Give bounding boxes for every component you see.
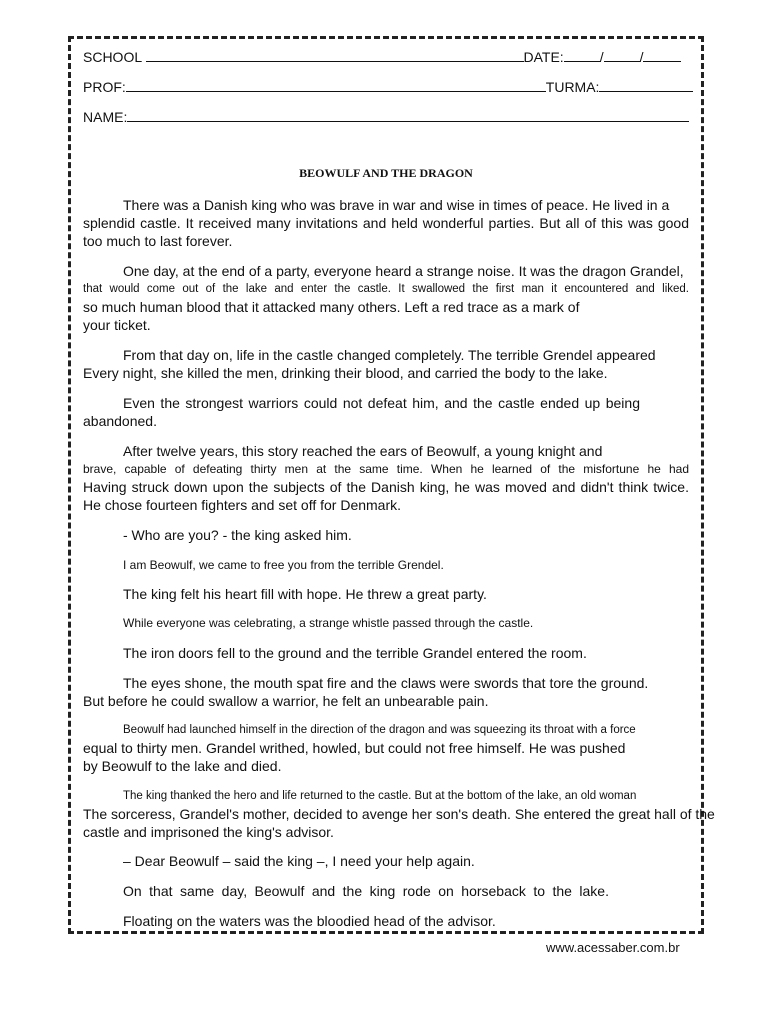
text-line: Every night, she killed the men, drinking their blood, and carried the body to the lake. <box>83 365 608 381</box>
text-line: Having struck down upon the subjects of the Danish king, he was moved and didn't think twice. <box>83 479 689 495</box>
text-line: While everyone was celebrating, a strange whistle passed through the castle. <box>123 616 534 630</box>
school-field <box>83 49 681 65</box>
text-line: brave, capable of defeating thirty men at the same time. When he learned of the misfortune he had <box>83 462 689 476</box>
text-line: your ticket. <box>83 317 151 333</box>
text-line: The sorceress, Grandel's mother, decided to avenge her son's death. She entered the great hall of the <box>83 806 715 822</box>
date-separator: / <box>599 49 604 65</box>
text-line: splendid castle. It received many invitations and held wonderful parties. But all of this was good <box>83 215 689 231</box>
date-month-blank <box>604 49 640 62</box>
text-line: equal to thirty men. Grandel writhed, howled, but could not free himself. He was pushed <box>83 740 626 756</box>
text-line: Beowulf had launched himself in the direction of the dragon and was squeezing its throat with a force <box>123 724 636 736</box>
name-field <box>83 109 689 125</box>
name-blank <box>127 109 689 122</box>
prof-field <box>83 79 693 95</box>
date-separator: / <box>639 49 644 65</box>
text-line: too much to last forever. <box>83 233 233 249</box>
date-year-blank <box>643 49 681 62</box>
text-line: The king felt his heart fill with hope. He threw a great party. <box>123 586 487 602</box>
text-line: But before he could swallow a warrior, he felt an unbearable pain. <box>83 693 489 709</box>
story-title: BEOWULF AND THE DRAGON <box>299 166 473 180</box>
text-line: abandoned. <box>83 413 157 429</box>
school-blank <box>146 49 524 62</box>
text-line: After twelve years, this story reached the ears of Beowulf, a young knight and <box>123 443 603 459</box>
text-line: The eyes shone, the mouth spat fire and the claws were swords that tore the ground. <box>123 675 649 691</box>
prof-blank <box>126 79 546 92</box>
date-label: DATE: <box>523 49 564 65</box>
text-line: The iron doors fell to the ground and the terrible Grandel entered the room. <box>123 645 587 661</box>
prof-label: PROF: <box>83 79 126 95</box>
website-footer: www.acessaber.com.br <box>546 940 680 955</box>
text-line: that would come out of the lake and enter the castle. It swallowed the first man it encountered and liked. <box>83 283 689 295</box>
text-line: There was a Danish king who was brave in war and wise in times of peace. He lived in a <box>123 197 670 213</box>
text-line: On that same day, Beowulf and the king rode on horseback to the lake. <box>123 883 609 899</box>
date-day-blank <box>564 49 600 62</box>
text-line: From that day on, life in the castle changed completely. The terrible Grendel appeared <box>123 347 656 363</box>
text-line: The king thanked the hero and life returned to the castle. But at the bottom of the lake, an old woman <box>123 790 637 802</box>
text-line: so much human blood that it attacked many others. Left a red trace as a mark of <box>83 299 580 315</box>
turma-label: TURMA: <box>545 79 600 95</box>
school-label: SCHOOL <box>83 49 142 65</box>
text-line: - Who are you? - the king asked him. <box>123 527 352 543</box>
text-line: by Beowulf to the lake and died. <box>83 758 282 774</box>
text-line: castle and imprisoned the king's advisor. <box>83 824 334 840</box>
text-line: – Dear Beowulf – said the king –, I need your help again. <box>123 853 475 869</box>
text-line: Even the strongest warriors could not defeat him, and the castle ended up being <box>123 395 640 411</box>
text-line: One day, at the end of a party, everyone heard a strange noise. It was the dragon Grandel, <box>123 263 684 279</box>
text-line: I am Beowulf, we came to free you from the terrible Grendel. <box>123 558 444 572</box>
turma-blank <box>599 79 693 92</box>
text-line: Floating on the waters was the bloodied head of the advisor. <box>123 913 496 929</box>
name-label: NAME: <box>83 109 128 125</box>
text-line: He chose fourteen fighters and set off for Denmark. <box>83 497 402 513</box>
